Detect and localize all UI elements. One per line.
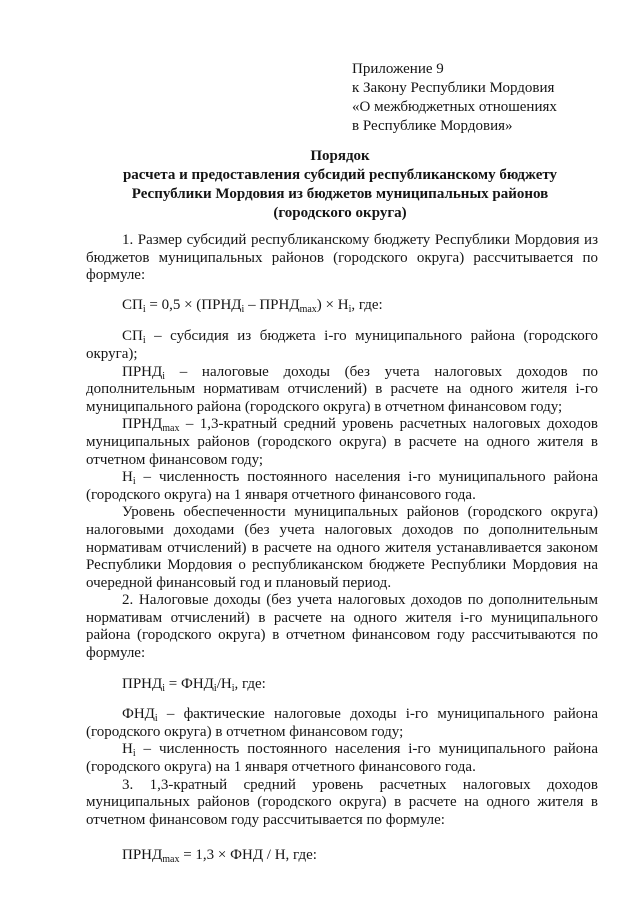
formula-2-part: /Н — [216, 675, 232, 692]
paragraph-2: Уровень обеспеченности муниципальных районов (городского округа) налоговыми доходами (без учета налоговых доходов по дополнительным нормативам отчислений) в расчете на одного жителя устанавливается законом Республики Мордовия о республиканском бюджете Республики Мордовия на очередной финансовый год и плановый период. — [86, 504, 598, 591]
definition-term-sub: i — [162, 370, 166, 382]
definition-term-sub: i — [142, 335, 146, 347]
formula-3-part: ПРНД — [122, 847, 163, 864]
document-body — [86, 232, 598, 877]
heading-line-2: расчета и предоставления субсидий республиканскому бюджету — [122, 167, 558, 183]
definition-term: ПРНД — [122, 416, 163, 433]
definition-text: – фактические налоговые доходы i-го муниципального района (городского округа) в отчетном финансовом году; — [86, 706, 598, 740]
definition-term: ФНД — [122, 706, 155, 723]
definition-term-sub: i — [132, 748, 136, 760]
definition-text: – субсидия из бюджета i-го муниципального района (городского округа); — [86, 328, 598, 362]
document-heading — [80, 147, 600, 223]
appendix-law-ref: к Закону Республики Мордовия — [352, 80, 555, 96]
formula-2-sub: i — [162, 682, 166, 694]
formula-1 — [86, 297, 598, 315]
formula-1-sub: i — [142, 303, 146, 315]
formula-2-part: ПРНД — [122, 675, 163, 692]
definition-text: – численность постоянного населения i-го муниципального района (городского округа) на 1 января отчетного финансового года. — [86, 469, 598, 503]
definition-sp — [86, 328, 598, 363]
definition-n-i — [86, 469, 598, 504]
definition-text: – 1,3-кратный средний уровень расчетных налоговых доходов муниципальных районов (городского округа) в расчете на одного жителя в отчетном финансовом году; — [86, 416, 598, 468]
definition-term: Н — [122, 469, 133, 486]
formula-3-sub: max — [162, 854, 180, 866]
heading-line-3: Республики Мордовия из бюджетов муниципальных районов — [131, 186, 549, 202]
formula-3-part: = 1,3 × ФНД / Н, где: — [179, 847, 317, 864]
appendix-title: Приложение 9 — [352, 61, 444, 77]
definition-term: Н — [122, 741, 133, 758]
formula-1-part: СП — [122, 296, 143, 313]
formula-1-sub: i — [241, 303, 245, 315]
definition-n-i-2 — [86, 741, 598, 776]
formula-2-part: = ФНД — [165, 675, 214, 692]
formula-1-part: , где: — [351, 296, 383, 313]
formula-2 — [86, 676, 598, 694]
definition-term: СП — [122, 328, 143, 345]
definition-term-sub: i — [154, 713, 158, 725]
formula-2-sub: i — [213, 682, 217, 694]
formula-2-part: , где: — [234, 675, 266, 692]
heading-line-4: (городского округа) — [273, 205, 407, 221]
definition-fnd-i — [86, 706, 598, 741]
definition-term: ПРНД — [122, 363, 163, 380]
definition-text: – налоговые доходы (без учета налоговых доходов по дополнительным нормативам отчислений) в расчете на одного жителя i-го муниципального района (городского округа) в отчетном финансовом году; — [86, 363, 598, 415]
formula-2-sub: i — [231, 682, 235, 694]
definition-term-sub: i — [132, 476, 136, 488]
formula-1-sub: i — [348, 303, 352, 315]
formula-3 — [86, 847, 598, 865]
appendix-law-name-2: в Республике Мордовия» — [352, 118, 513, 134]
paragraph-3: 2. Налоговые доходы (без учета налоговых доходов по дополнительным нормативам отчислений) в расчете на одного жителя i-го муниципального района (городского округа) в отчетном финансовом году рассчитываются по формуле: — [86, 592, 598, 662]
heading-line-1: Порядок — [310, 148, 370, 164]
definition-term-sub: max — [162, 423, 180, 435]
appendix-header — [352, 60, 612, 136]
formula-1-sub: max — [299, 303, 317, 315]
paragraph-4: 3. 1,3-кратный средний уровень расчетных налоговых доходов муниципальных районов (городского округа) в расчете на одного жителя в отчетном финансовом году рассчитывается по формуле: — [86, 776, 598, 828]
definition-text: – численность постоянного населения i-го муниципального района (городского округа) на 1 января отчетного финансового года. — [86, 741, 598, 776]
paragraph-1: 1. Размер субсидий республиканскому бюджету Республики Мордовия из бюджетов муниципальных районов (городского округа) рассчитывается по формуле: — [86, 232, 598, 284]
definition-prnd-i — [86, 364, 598, 417]
definition-prnd-max — [86, 416, 598, 469]
appendix-law-name-1: «О межбюджетных отношениях — [352, 99, 557, 115]
formula-1-part: = 0,5 × (ПРНД — [145, 296, 242, 313]
formula-1-part: – ПРНД — [244, 296, 300, 313]
formula-1-part: ) × Н — [316, 296, 349, 313]
